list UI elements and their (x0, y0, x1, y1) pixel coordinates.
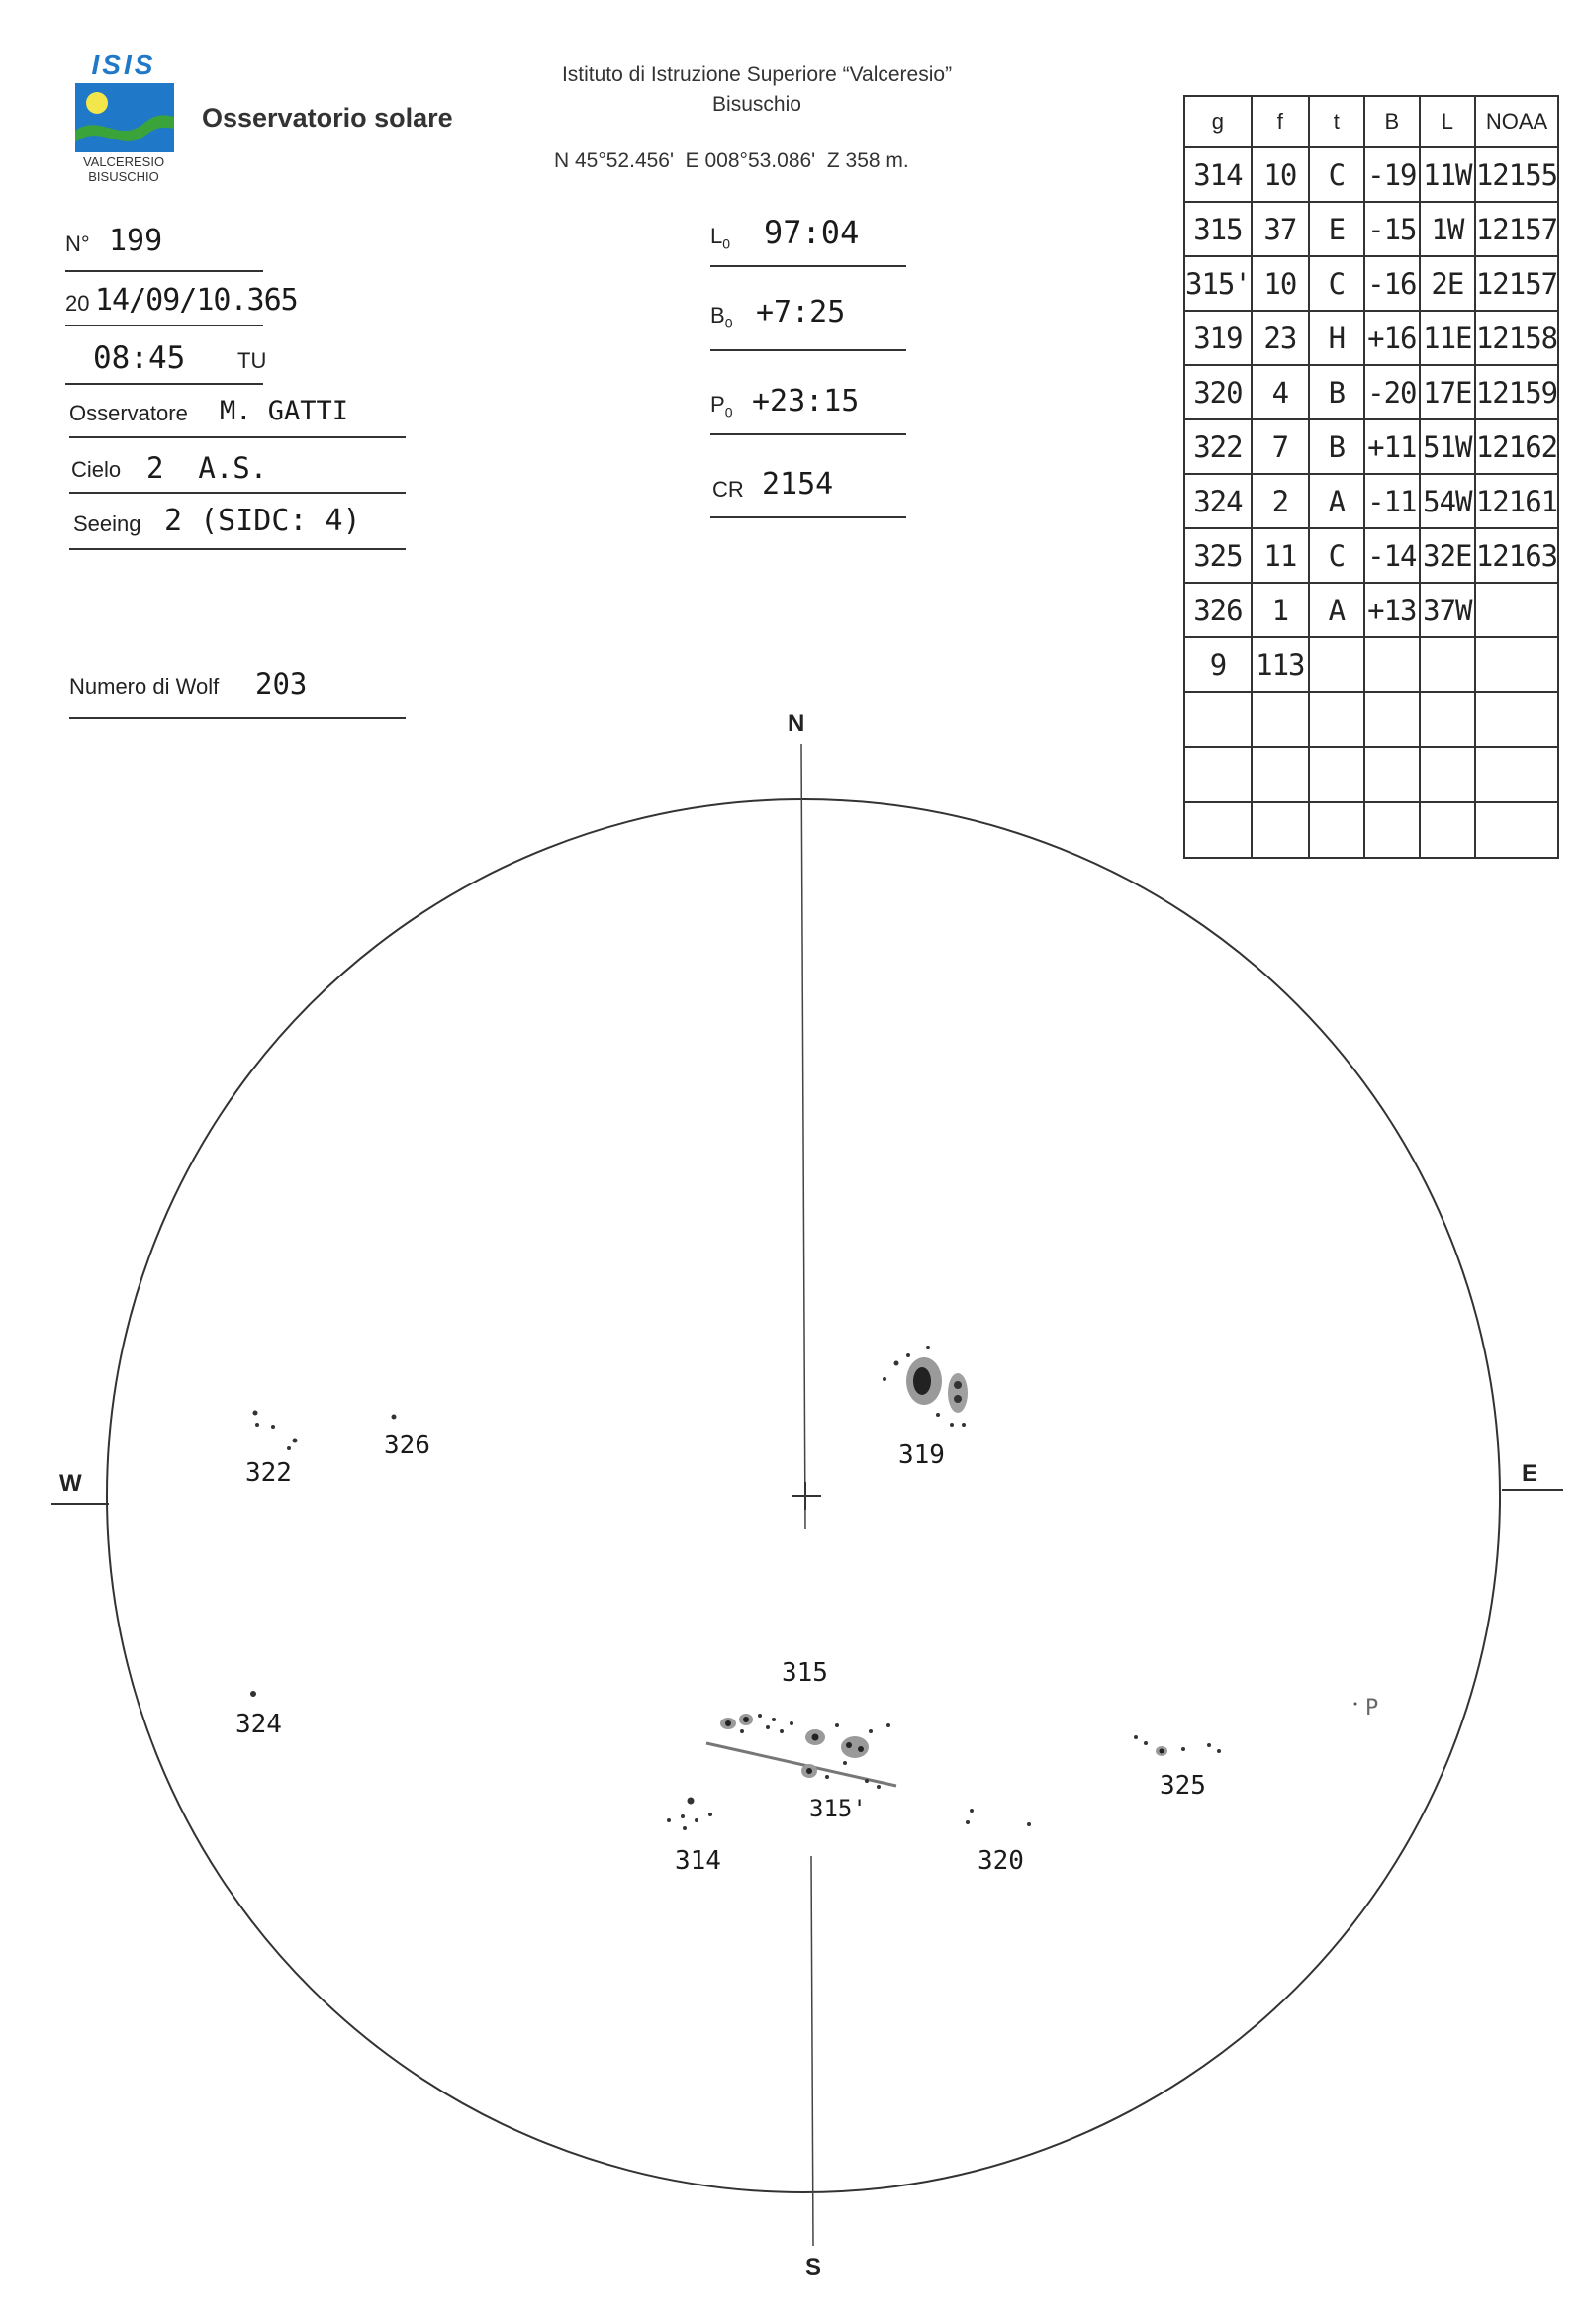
cell-g: 326 (1184, 583, 1252, 637)
sunspot-umbra (913, 1367, 931, 1395)
cell-t: C (1309, 528, 1364, 583)
header-f: f (1252, 96, 1309, 147)
cell-g: 322 (1184, 419, 1252, 474)
cell-b: -14 (1364, 528, 1420, 583)
cr-value: 2154 (762, 467, 834, 502)
pore (877, 1785, 881, 1789)
sunspot-penumbra (841, 1736, 869, 1758)
logo-mark: ISIS (91, 49, 156, 80)
cell-b: -19 (1364, 147, 1420, 202)
pore (1217, 1749, 1221, 1753)
p0-sub: 0 (724, 404, 733, 420)
cell-b: +13 (1364, 583, 1420, 637)
cell-b: +16 (1364, 311, 1420, 365)
cell-noaa: 12163 (1475, 528, 1558, 583)
north-label: N (788, 710, 805, 737)
pole-mark-label: P (1365, 1696, 1379, 1720)
cell-l: 37W (1420, 583, 1475, 637)
group-label-324: 324 (235, 1710, 282, 1739)
group-325-spots (1134, 1735, 1221, 1756)
pore (780, 1729, 784, 1733)
p0-letter: P (710, 392, 725, 417)
south-axis (811, 1856, 813, 2246)
pore (835, 1723, 839, 1727)
sky-value: 2 A.S. (146, 451, 268, 485)
b0-sub: 0 (724, 315, 733, 331)
cell-t: E (1309, 202, 1364, 256)
pore (683, 1826, 687, 1830)
cell-g: 315 (1184, 202, 1252, 256)
group-324-spot (250, 1691, 256, 1697)
cell-l: 32E (1420, 528, 1475, 583)
group-320-spots (966, 1809, 1031, 1826)
group-314-spots (667, 1798, 712, 1831)
group-322-spots (253, 1411, 298, 1451)
observatory-coordinates: N 45°52.456' E 008°53.086' Z 358 m. (554, 149, 909, 172)
header-b: B (1364, 96, 1420, 147)
p0-value: +23:15 (752, 384, 860, 418)
cell-g: 320 (1184, 365, 1252, 419)
observation-time: 08:45 (93, 340, 186, 376)
cell-noaa: 12159 (1475, 365, 1558, 419)
cell-t: C (1309, 256, 1364, 311)
pore (695, 1818, 698, 1822)
pore (1134, 1735, 1138, 1739)
cell-t: A (1309, 474, 1364, 528)
group-label-326: 326 (384, 1431, 430, 1460)
pore (681, 1814, 685, 1818)
cell-g: 324 (1184, 474, 1252, 528)
b0-value: +7:25 (756, 295, 846, 329)
west-label: W (59, 1470, 82, 1497)
pore (906, 1353, 910, 1357)
cell-g: 314 (1184, 147, 1252, 202)
pore (936, 1413, 940, 1417)
sunspot-umbra (806, 1768, 812, 1774)
group-319-spots (883, 1346, 968, 1427)
pore (758, 1714, 762, 1718)
sunspot-umbra (688, 1798, 695, 1805)
cell-f: 7 (1252, 419, 1309, 474)
pore (869, 1729, 873, 1733)
cell-t: B (1309, 365, 1364, 419)
cell-l: 11W (1420, 147, 1475, 202)
total-groups: 9 (1184, 637, 1252, 692)
header-t: t (1309, 96, 1364, 147)
cell-b: -11 (1364, 474, 1420, 528)
group-label-315: 315 (782, 1658, 828, 1688)
cell-b: -16 (1364, 256, 1420, 311)
group-label-319: 319 (898, 1441, 945, 1470)
institute-place: Bisuschio (712, 93, 801, 116)
pore (253, 1411, 258, 1416)
group-label-320: 320 (978, 1846, 1024, 1876)
logo-town: BISUSCHIO (88, 169, 159, 184)
pore (766, 1725, 770, 1729)
pore (287, 1446, 291, 1450)
pore (1144, 1741, 1148, 1745)
pore (865, 1779, 869, 1783)
header-noaa: NOAA (1475, 96, 1558, 147)
sunspot-umbra (954, 1395, 962, 1403)
cell-l: 54W (1420, 474, 1475, 528)
cell-noaa: 12162 (1475, 419, 1558, 474)
cell-f: 2 (1252, 474, 1309, 528)
sunspot-umbra (846, 1742, 852, 1748)
sky-label: Cielo (71, 457, 122, 482)
sunspot-penumbra (948, 1373, 968, 1413)
pore (1181, 1747, 1185, 1751)
pore (970, 1809, 974, 1813)
sunspot-umbra (725, 1720, 731, 1726)
pore (708, 1813, 712, 1816)
pore (667, 1818, 671, 1822)
cell-b: -20 (1364, 365, 1420, 419)
wolf-label: Numero di Wolf (69, 674, 220, 698)
cell-l: 17E (1420, 365, 1475, 419)
cell-noaa: 12158 (1475, 311, 1558, 365)
cell-f: 23 (1252, 311, 1309, 365)
pore (886, 1723, 890, 1727)
pore (255, 1423, 259, 1427)
cell-b: -15 (1364, 202, 1420, 256)
seeing-value: 2 (SIDC: 4) (164, 504, 361, 538)
pore (825, 1775, 829, 1779)
cr-label: CR (712, 477, 744, 502)
pore (1027, 1822, 1031, 1826)
seeing-label: Seeing (73, 511, 141, 536)
sunspot-umbra (858, 1746, 864, 1752)
cell-l: 2E (1420, 256, 1475, 311)
sunspot-umbra (812, 1734, 819, 1741)
group-label-325: 325 (1160, 1771, 1206, 1801)
pore (1207, 1743, 1211, 1747)
cell-l: 1W (1420, 202, 1475, 256)
pore (883, 1377, 886, 1381)
observer-label: Osservatore (69, 401, 188, 425)
cell-t: C (1309, 147, 1364, 202)
observatory-title: Osservatorio solare (202, 103, 453, 133)
cell-t: H (1309, 311, 1364, 365)
sunspot-umbra (954, 1381, 962, 1389)
pore (926, 1346, 930, 1349)
pole-mark-dot (1354, 1703, 1357, 1706)
cell-f: 11 (1252, 528, 1309, 583)
total-spots: 113 (1252, 637, 1309, 692)
cell-noaa: 12157 (1475, 256, 1558, 311)
record-number: 199 (109, 224, 163, 258)
group-label-315b: 315' (809, 1795, 867, 1822)
group-315b-spots (801, 1761, 881, 1789)
time-unit: TU (237, 348, 267, 373)
observation-date: 14/09/10.365 (95, 283, 298, 318)
pore (790, 1721, 793, 1725)
cell-noaa: 12155 (1475, 147, 1558, 202)
l0-value: 97:04 (764, 214, 860, 251)
header-g: g (1184, 96, 1252, 147)
l0-sub: 0 (722, 235, 731, 252)
group-label-314: 314 (675, 1846, 721, 1876)
cell-g: 319 (1184, 311, 1252, 365)
b0-letter: B (710, 303, 725, 327)
cell-t: A (1309, 583, 1364, 637)
north-axis (801, 744, 805, 1529)
east-label: E (1522, 1460, 1538, 1487)
cell-t: B (1309, 419, 1364, 474)
group-326-spot (392, 1415, 397, 1420)
header-l: L (1420, 96, 1475, 147)
observer-name: M. GATTI (220, 396, 349, 426)
pore (962, 1423, 966, 1427)
group-label-322: 322 (245, 1458, 292, 1488)
cell-g: 315' (1184, 256, 1252, 311)
pore (950, 1423, 954, 1427)
sunspot-umbra (1160, 1749, 1164, 1754)
pore (966, 1820, 970, 1824)
cell-f: 4 (1252, 365, 1309, 419)
logo-name: VALCERESIO (82, 154, 165, 169)
pore (271, 1425, 275, 1429)
cell-b: +11 (1364, 419, 1420, 474)
cell-noaa: 12157 (1475, 202, 1558, 256)
cell-g: 325 (1184, 528, 1252, 583)
institute-name: Istituto di Istruzione Superiore “Valceresio” (561, 63, 953, 86)
pore (740, 1729, 744, 1733)
pore (894, 1361, 899, 1366)
pore (843, 1761, 847, 1765)
cell-noaa: 12161 (1475, 474, 1558, 528)
cell-l: 11E (1420, 311, 1475, 365)
south-label: S (805, 2254, 822, 2280)
cell-f: 1 (1252, 583, 1309, 637)
sunspot-umbra (743, 1717, 749, 1722)
record-number-label: N° (65, 232, 90, 256)
cell-l: 51W (1420, 419, 1475, 474)
cell-f: 10 (1252, 256, 1309, 311)
l0-letter: L (710, 224, 723, 248)
pore (772, 1718, 776, 1721)
date-prefix: 20 (65, 291, 90, 316)
wolf-number: 203 (255, 667, 308, 700)
cell-f: 37 (1252, 202, 1309, 256)
cell-f: 10 (1252, 147, 1309, 202)
pore (293, 1439, 298, 1443)
